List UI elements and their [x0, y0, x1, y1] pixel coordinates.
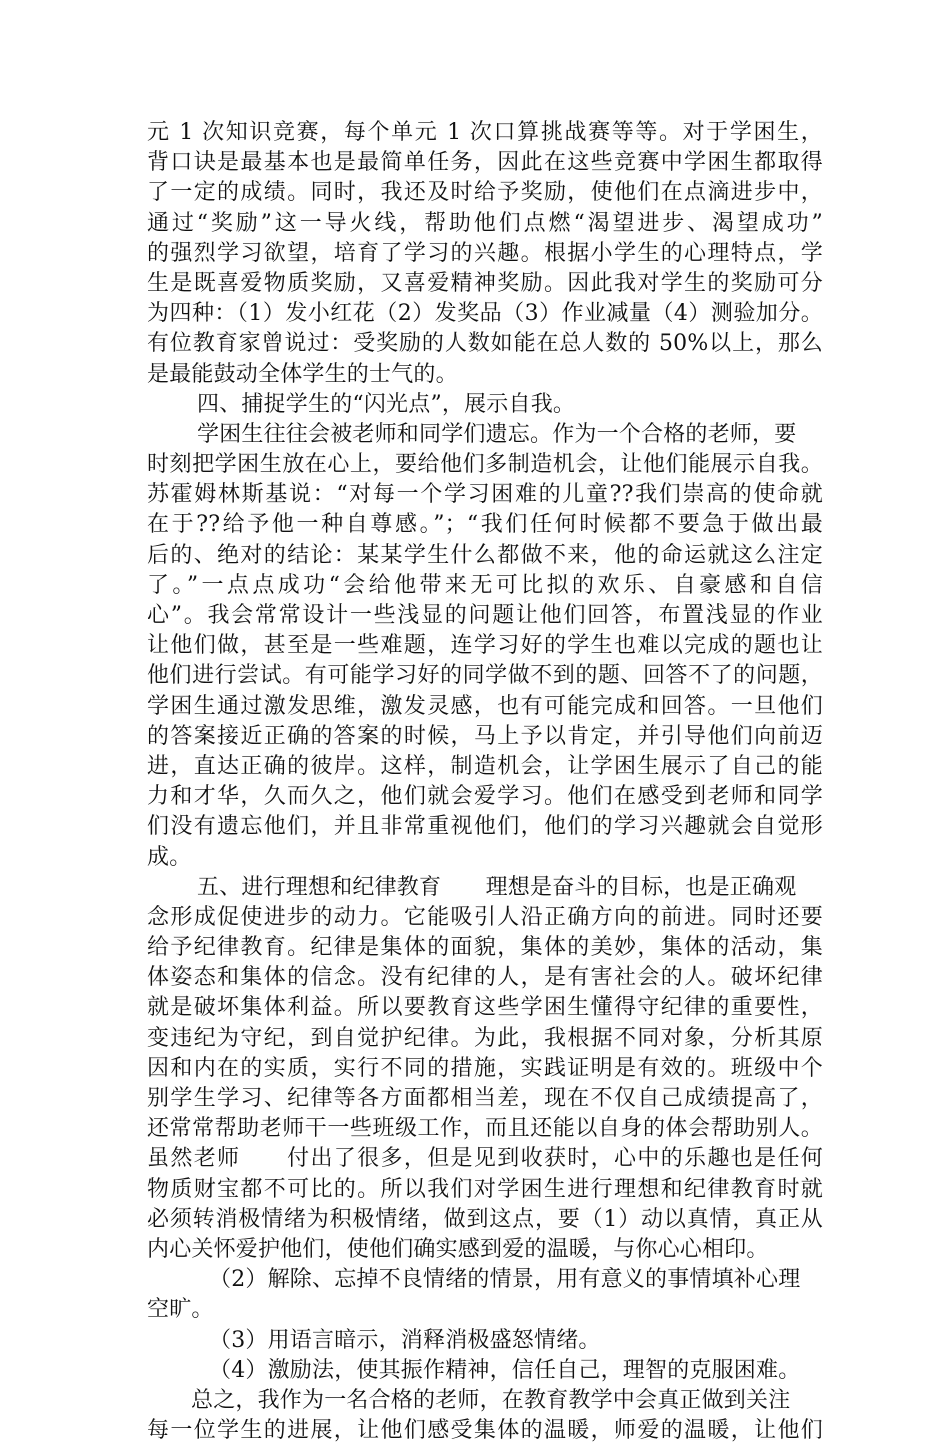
- text-line: 在于??给予他一种自尊感。”；“我们任何时候都不要急于做出最: [147, 512, 823, 538]
- text-line: 还常常帮助老师干一些班级工作，而且还能以自身的体会帮助别人。: [147, 1116, 823, 1142]
- text-line: 物质财宝都不可比的。所以我们对学困生进行理想和纪律教育时就: [147, 1176, 823, 1202]
- text-line: 变违纪为守纪，到自觉护纪律。为此，我根据不同对象，分析其原: [147, 1025, 823, 1051]
- text-line: 的答案接近正确的答案的时候，马上予以肯定，并引导他们向前迈: [147, 723, 823, 749]
- text-line: 进，直达正确的彼岸。这样，制造机会，让学困生展示了自己的能: [147, 753, 823, 779]
- document-body: [147, 118, 823, 1446]
- text-line: 了一定的成绩。同时，我还及时给予奖励，使他们在点滴进步中，: [147, 180, 823, 206]
- text-line: 为四种：（1）发小红花（2）发奖品（3）作业减量（4）测验加分。: [147, 301, 823, 327]
- text-line: 们没有遗忘他们，并且非常重视他们，他们的学习兴趣就会自觉形: [147, 814, 823, 840]
- text-line: 力和才华，久而久之，他们就会爱学习。他们在感受到老师和同学: [147, 784, 823, 810]
- text-line: 体姿态和集体的信念。没有纪律的人，是有害社会的人。破坏纪律: [147, 965, 823, 991]
- text-line: 每一位学生的进展，让他们感受集体的温暖，师爱的温暖，让他们: [147, 1418, 823, 1444]
- text-line: 生是既喜爱物质奖励，又喜爱精神奖励。因此我对学生的奖励可分: [147, 270, 823, 296]
- text-line: 是最能鼓动全体学生的士气的。: [147, 361, 458, 387]
- text-line: 总之，我作为一名合格的老师，在教育教学中会真正做到关注: [191, 1387, 791, 1413]
- text-line: 因和内在的实质，实行不同的措施，实践证明是有效的。班级中个: [147, 1055, 823, 1081]
- text-line: 让他们做，甚至是一些难题，连学习好的学生也难以完成的题也让: [147, 633, 823, 659]
- text-line: 背口诀是最基本也是最简单任务，因此在这些竞赛中学困生都取得: [147, 150, 823, 176]
- text-line: 了。”一点点成功“会给他带来无可比拟的欢乐、自豪感和自信: [147, 572, 823, 598]
- text-line: 学困生往往会被老师和同学们遗忘。作为一个合格的老师，要: [197, 421, 797, 447]
- text-line: 必须转消极情绪为积极情绪，做到这点，要（1）动以真情，真正从: [147, 1206, 823, 1232]
- text-line: 空旷。: [147, 1297, 214, 1323]
- text-line: 苏霍姆林斯基说：“对每一个学习困难的儿童??我们崇高的使命就: [147, 482, 823, 508]
- text-line: 有位教育家曾说过：受奖励的人数如能在总人数的 50%以上，那么: [147, 331, 823, 357]
- text-line: 学困生通过激发思维，激发灵感，也有可能完成和回答。一旦他们: [147, 693, 823, 719]
- text-line: 的强烈学习欲望，培育了学习的兴趣。根据小学生的心理特点，学: [147, 240, 823, 266]
- text-line: 成。: [147, 844, 192, 870]
- text-line: （2）解除、忘掉不良情绪的情景，用有意义的事情填补心理: [209, 1267, 801, 1293]
- text-line: 后的、绝对的结论：某某学生什么都做不来，他的命运就这么注定: [147, 542, 823, 568]
- text-line: 虽然老师 付出了很多，但是见到收获时，心中的乐趣也是任何: [147, 1146, 823, 1172]
- text-line: 就是破坏集体利益。所以要教育这些学困生懂得守纪律的重要性，: [147, 995, 823, 1021]
- text-line: 他们进行尝试。有可能学习好的同学做不到的题、回答不了的问题，: [147, 663, 823, 689]
- text-line: 心”。我会常常设计一些浅显的问题让他们回答，布置浅显的作业: [147, 603, 823, 628]
- text-line: 通过“奖励”这一导火线，帮助他们点燃“渴望进步、渴望成功”: [147, 210, 823, 236]
- text-line: （4）激励法，使其振作精神，信任自己，理智的克服困难。: [209, 1357, 801, 1383]
- text-line: 五、进行理想和纪律教育 理想是奋斗的目标，也是正确观: [197, 874, 797, 900]
- text-line: 别学生学习、纪律等各方面都相当差，现在不仅自己成绩提高了，: [147, 1086, 823, 1111]
- text-line: 给予纪律教育。纪律是集体的面貌，集体的美妙，集体的活动，集: [147, 935, 823, 961]
- text-line: （3）用语言暗示，消释消极盛怒情绪。: [209, 1327, 601, 1353]
- text-line: 元 1 次知识竞赛，每个单元 1 次口算挑战赛等等。对于学困生，: [147, 120, 823, 145]
- text-line: 四、捕捉学生的“闪光点”，展示自我。: [197, 391, 576, 417]
- text-line: 念形成促使进步的动力。它能吸引人沿正确方向的前进。同时还要: [147, 904, 823, 930]
- text-line: 内心关怀爱护他们，使他们确实感到爱的温暖，与你心心相印。: [147, 1236, 769, 1262]
- text-line: 时刻把学困生放在心上，要给他们多制造机会，让他们能展示自我。: [147, 452, 823, 478]
